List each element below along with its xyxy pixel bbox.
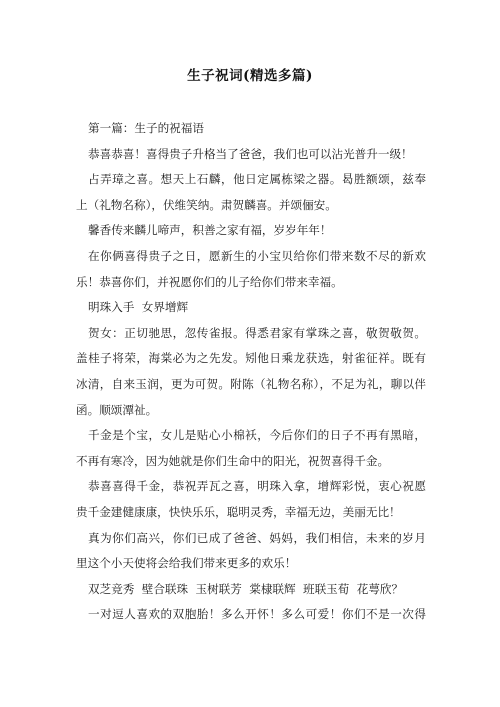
- document-body: [76, 116, 426, 628]
- text-line: 贵千金建健康康，快快乐乐，聪明灵秀，幸福无边，美丽无比！: [76, 504, 401, 519]
- document-title: 生子祝词(精选多篇): [187, 68, 313, 84]
- text-line: 占弄璋之喜。想天上石麟，他日定属栋梁之器。曷胜额颂，兹奉: [88, 172, 426, 187]
- text-line: 恭喜喜得千金，恭祝弄瓦之喜，明珠入拿，增辉彩悦，衷心祝愿: [88, 479, 426, 494]
- text-line: 一对逗人喜欢的双胞胎！多么开怀！多么可爱！你们不是一次得: [88, 607, 426, 622]
- text-line: 冰清，自来玉润，更为可贺。附陈（礼物名称），不足为礼，聊以伴: [76, 376, 426, 391]
- text-line: 贺女：正切驰思，忽传雀报。得悉君家有掌珠之喜，敬贺敬贺。: [88, 325, 426, 340]
- text-line: 双芝竞秀 壁合联珠 玉树联芳 棠棣联辉 班联玉荀 花萼欣？: [88, 581, 404, 596]
- text-line: 里这个小天使将会给我们带来更多的欢乐！: [76, 556, 297, 571]
- text-line: 函。顺颂潭祉。: [76, 402, 158, 417]
- text-line: 千金是个宝，女儿是贴心小棉袄，今后你们的日子不再有黑暗，: [88, 428, 426, 443]
- text-line: 恭喜恭喜！喜得贵子升格当了爸爸，我们也可以沾光普升一级！: [88, 146, 413, 161]
- text-line: 不再有寒冷，因为她就是你们生命中的阳光，祝贺喜得千金。: [76, 453, 390, 468]
- text-line: 上（礼物名称），伏维笑纳。肃贺麟喜。并颂俪安。: [76, 197, 337, 212]
- text-line: 真为你们高兴，你们已成了爸爸、妈妈，我们相信，未来的岁月: [88, 530, 426, 545]
- text-line: 在你俩喜得贵子之日，愿新生的小宝贝给你们带来数不尽的新欢: [88, 248, 426, 263]
- text-line: 馨香传来麟儿啼声，积善之家有福，岁岁年年！: [88, 223, 332, 238]
- text-line: 明珠入手 女界增辉: [88, 300, 189, 315]
- text-line: 盖桂子将荣，海棠必为之先发。矧他日乘龙获选，射雀征祥。既有: [76, 351, 426, 366]
- text-line: 乐！恭喜你们，并祝愿你们的儿子给你们带来幸福。: [76, 274, 343, 289]
- text-line: 第一篇：生子的祝福语: [88, 121, 204, 135]
